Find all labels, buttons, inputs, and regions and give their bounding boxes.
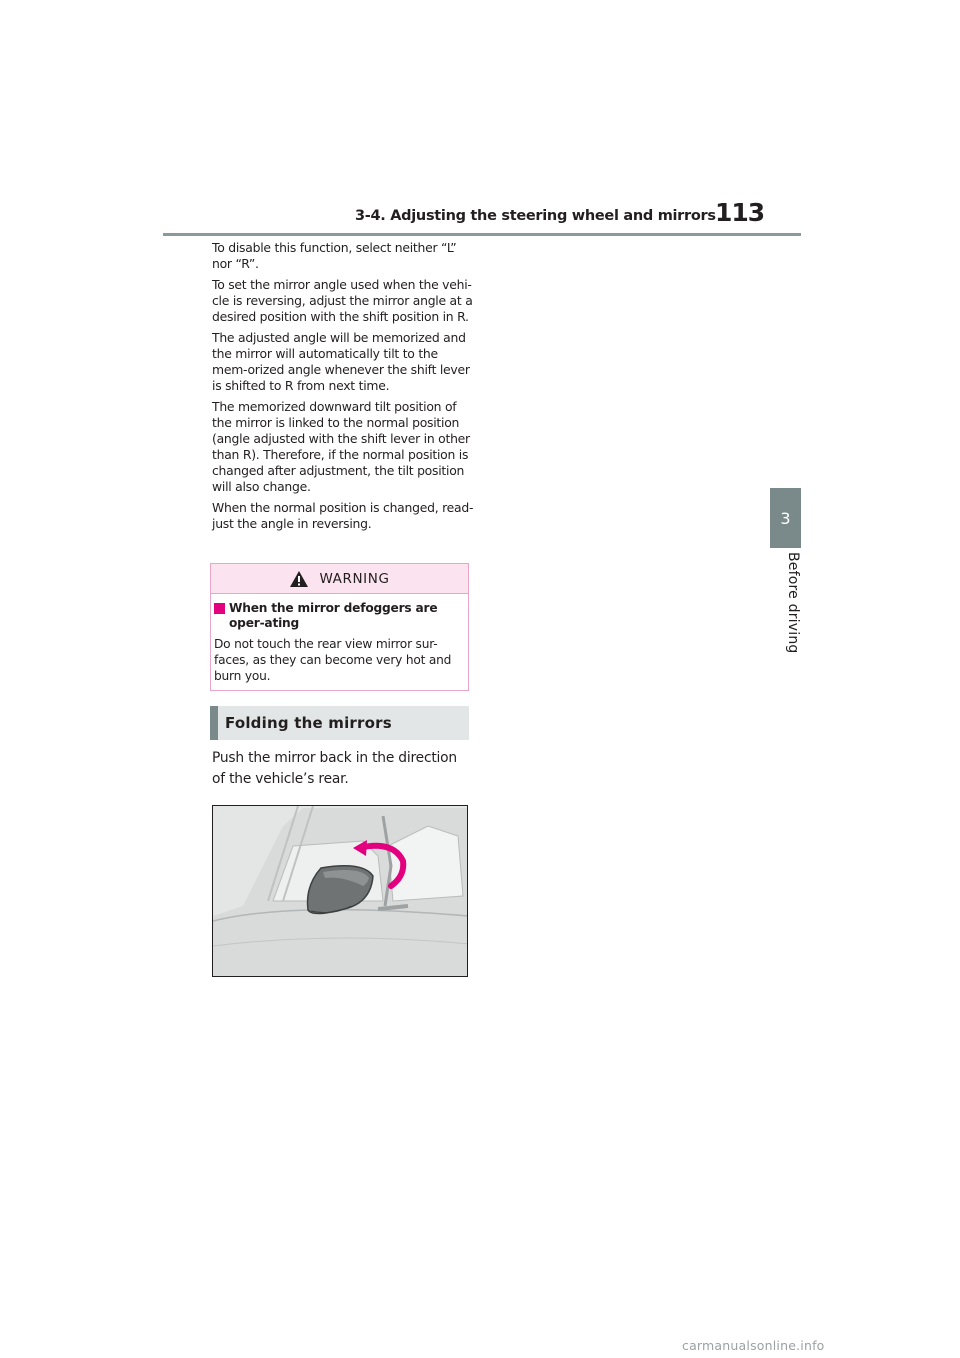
chapter-number: 3	[780, 508, 791, 528]
car-side-mirror-icon	[213, 806, 468, 977]
warning-title: WARNING	[319, 570, 390, 587]
footer-watermark[interactable]: carmanualsonline.info	[682, 1338, 825, 1353]
paragraph: When the normal position is changed, read-just the angle in reversing.	[212, 500, 474, 531]
paragraph: The adjusted angle will be memorized and the mirror will automatically tilt to the mem-orized angle whenever the shift lever is shifted to R from next time.	[212, 330, 470, 393]
page-number: 113	[715, 198, 765, 227]
section-heading-text: Folding the mirrors	[225, 714, 392, 732]
paragraph: The memorized downward tilt position of the mirror is linked to the normal position (angle adjusted with the shift lever in other than R). Therefore, if the normal position is changed after adjustment, the tilt position will also change.	[212, 399, 470, 494]
warning-header	[211, 564, 468, 594]
bullet-square-icon	[214, 603, 225, 614]
chapter-label: Before driving	[785, 552, 801, 654]
chapter-tab[interactable]	[770, 488, 801, 548]
warning-subtitle: When the mirror defoggers are oper-ating	[229, 601, 438, 630]
paragraph: To disable this function, select neither “L” nor “R”.	[212, 240, 457, 271]
section-title: 3-4. Adjusting the steering wheel and mirrors	[355, 208, 716, 224]
section-heading	[210, 706, 469, 740]
instruction-text: Push the mirror back in the direction of the vehicle’s rear.	[212, 750, 457, 787]
body-text	[212, 240, 474, 537]
paragraph: To set the mirror angle used when the vehi-cle is reversing, adjust the mirror angle at a desired position with the shift position in R.	[212, 277, 473, 324]
warning-box	[210, 563, 469, 691]
warning-triangle-icon	[289, 570, 309, 588]
mirror-folding-illustration	[212, 805, 468, 977]
warning-text: Do not touch the rear view mirror sur-faces, as they can become very hot and burn you.	[214, 637, 452, 683]
header-divider	[163, 233, 801, 236]
